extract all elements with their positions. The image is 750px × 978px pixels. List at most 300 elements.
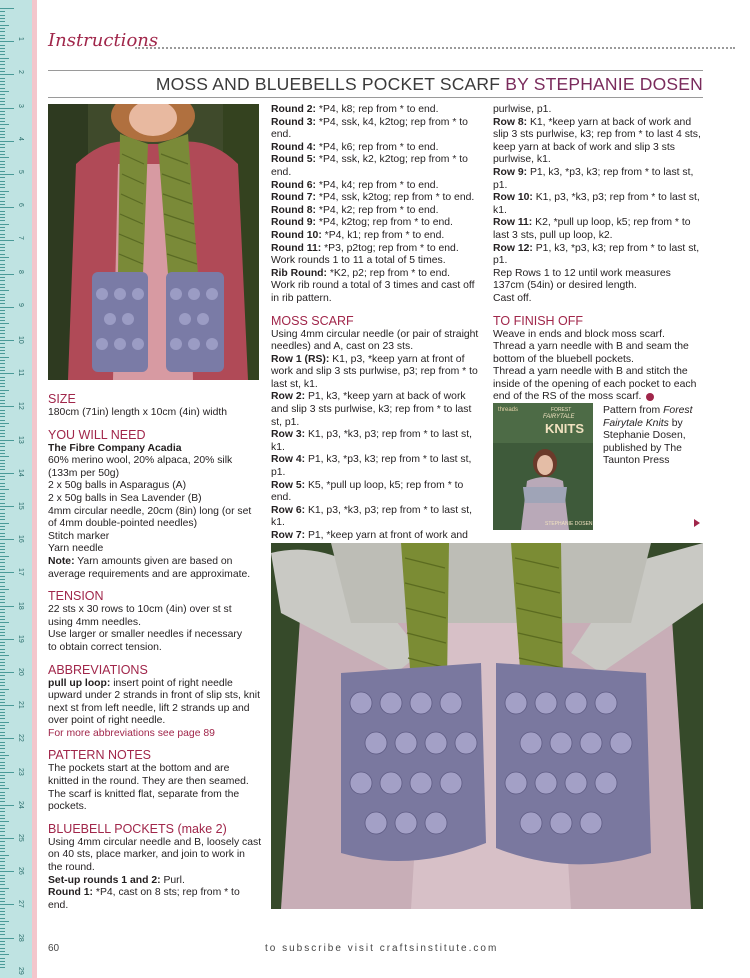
pocket-closeup-photo (271, 543, 703, 909)
title-bottom-rule (48, 97, 703, 98)
ruler-number: 28 (17, 933, 24, 942)
tension-line: Use larger or smaller needles if necessary (48, 629, 243, 641)
need-line: 2 x 50g balls in Sea Lavender (B) (48, 492, 202, 504)
row-label: Row 3: (271, 429, 306, 441)
tension-line: using 4mm needles. (48, 616, 141, 628)
ruler-tick (0, 519, 5, 520)
ruler-tick (0, 483, 5, 484)
ruler-tick (0, 619, 5, 620)
row-label: Row 1 (RS): (271, 353, 330, 365)
ruler-tick (0, 154, 5, 155)
ruler-tick (0, 881, 5, 882)
ruler-tick (0, 237, 5, 238)
ruler-tick (0, 31, 5, 32)
ruler-tick (0, 137, 5, 138)
ruler-tick (0, 300, 5, 301)
ruler-tick (0, 134, 5, 135)
row-line (271, 391, 483, 429)
left-text-column (48, 392, 262, 912)
ruler-tick (0, 579, 5, 580)
row-line (493, 243, 703, 268)
middle-text-column (271, 104, 483, 568)
ruler-tick (0, 855, 9, 856)
ruler-tick (0, 320, 5, 321)
ruler-tick (0, 805, 14, 806)
size-text: 180cm (71in) length x 10cm (4in) width (48, 407, 228, 418)
ruler-tick (0, 353, 5, 354)
finish-line: Thread a yarn needle with B and stitch the inside of the opening of each pocket to each end of the RS of the moss scarf. (493, 366, 697, 403)
row-label: Row 10: (493, 192, 533, 204)
ruler-tick (0, 101, 5, 102)
ruler-tick (0, 891, 5, 892)
ruler-tick (0, 98, 5, 99)
ruler-tick (0, 841, 5, 842)
ruler-tick (0, 440, 14, 441)
ruler-tick (0, 599, 5, 600)
ruler-tick (0, 254, 5, 255)
round-text: *P4, k1; rep from * to end. (321, 229, 445, 241)
ruler-tick (0, 901, 5, 902)
ruler-tick (0, 141, 14, 142)
book-title-mid: FAIRYTALE (543, 414, 575, 420)
ruler-tick (0, 174, 14, 175)
ruler-tick (0, 403, 5, 404)
round-1-text: *P4, cast on 8 sts; rep from * to end. (48, 887, 240, 911)
scarf-model-photo (48, 104, 259, 380)
setup-label: Set-up rounds 1 and 2: (48, 874, 161, 886)
ruler-tick (0, 679, 5, 680)
ruler-tick (0, 629, 5, 630)
ruler-tick (0, 390, 9, 391)
subscribe-footer: to subscribe visit craftsinstitute.com (265, 943, 499, 954)
round-text: *P4, ssk, k4, k2tog; rep from * to end. (271, 116, 468, 141)
ruler-number: 22 (17, 734, 24, 743)
ruler-tick (0, 197, 5, 198)
ruler-tick (0, 529, 5, 530)
ruler-tick (0, 250, 5, 251)
ruler-tick (0, 592, 5, 593)
ruler-tick (0, 938, 14, 939)
round-line (271, 243, 483, 256)
ruler-tick (0, 924, 5, 925)
round-line (271, 154, 483, 179)
ruler-tick (0, 446, 5, 447)
round-label: Round 3: (271, 116, 317, 128)
ruler-tick (0, 572, 14, 573)
ruler-tick (0, 64, 5, 65)
ruler-tick (0, 685, 5, 686)
ruler-tick (0, 712, 5, 713)
yarn-brand: The Fibre Company Acadia (48, 442, 182, 454)
ruler-tick (0, 878, 5, 879)
ruler-tick (0, 718, 5, 719)
ruler-number: 29 (17, 966, 24, 975)
ruler-tick (0, 177, 5, 178)
ruler-number: 2 (17, 70, 24, 75)
abbreviations-heading: ABBREVIATIONS (48, 662, 148, 677)
ruler-tick (0, 479, 5, 480)
ruler-tick (0, 742, 5, 743)
ruler-tick (0, 380, 5, 381)
row-label: Row 9: (493, 166, 528, 178)
ruler-tick (0, 951, 5, 952)
abbreviation-entry (48, 678, 262, 728)
ruler-tick (0, 752, 5, 753)
ruler-tick (0, 699, 5, 700)
ruler-tick (0, 645, 5, 646)
row-line (271, 429, 483, 454)
ruler-tick (0, 682, 5, 683)
ruler-tick (0, 436, 5, 437)
ruler-tick (0, 649, 5, 650)
ruler-tick (0, 675, 5, 676)
ruler-edge-strip (32, 0, 37, 978)
ruler-tick (0, 313, 5, 314)
ruler-tick (0, 692, 5, 693)
ruler-tick (0, 164, 5, 165)
round-line (271, 104, 483, 117)
ruler-tick (0, 948, 5, 949)
ruler-tick (0, 845, 5, 846)
ruler-tick (0, 184, 5, 185)
ruler-tick (0, 665, 5, 666)
moss-scarf-heading: MOSS SCARF (271, 313, 354, 328)
row-label: Row 5: (271, 479, 306, 491)
ruler-tick (0, 689, 9, 690)
title-main: MOSS AND BLUEBELLS POCKET SCARF (155, 74, 501, 94)
row-line (271, 505, 483, 530)
ruler-tick (0, 871, 14, 872)
ruler-tick (0, 775, 5, 776)
ruler-tick (0, 725, 5, 726)
ruler-tick (0, 207, 14, 208)
caption-prefix: Pattern from (603, 405, 664, 416)
row-text: K1, p3, *keep yarn at front of work and slip 3 sts purlwise, p3; rep from * to last st, k1. (271, 353, 478, 390)
ruler-tick (0, 569, 5, 570)
ruler-tick (0, 453, 5, 454)
ruler-tick (0, 622, 9, 623)
round-1 (48, 887, 262, 912)
ruler-tick (0, 161, 5, 162)
ruler-tick (0, 921, 9, 922)
round-label: Round 4: (271, 141, 317, 153)
ruler-tick (0, 68, 5, 69)
ruler-number: 13 (17, 435, 24, 444)
ruler-number: 6 (17, 203, 24, 208)
rib-text: *K2, p2; rep from * to end. (326, 267, 451, 279)
ruler-tick (0, 48, 5, 49)
round-text: *P4, k2tog; rep from * to end. (316, 217, 453, 229)
ruler-tick (0, 108, 14, 109)
note-label: Note: (48, 555, 75, 567)
ruler-tick (0, 821, 9, 822)
ruler-tick (0, 274, 14, 275)
ruler-tick (0, 473, 14, 474)
ruler-tick (0, 556, 9, 557)
ruler-tick (0, 516, 5, 517)
cast-off-text: Cast off. (493, 292, 532, 304)
ruler-tick (0, 884, 5, 885)
ruler-tick (0, 51, 5, 52)
ruler-tick (0, 118, 5, 119)
you-will-need-heading: YOU WILL NEED (48, 427, 146, 442)
caption-book-title: Forest Fairytale Knits (603, 405, 693, 429)
round-text: *P4, ssk, k2tog; rep from * to end. (316, 192, 475, 204)
ruler-tick (0, 267, 5, 268)
ruler-tick (0, 782, 5, 783)
ruler-tick (0, 310, 5, 311)
ruler-tick (0, 357, 9, 358)
abbr-text: insert point of right needle upward under 2 strands in front of slip sts, knit next st from left needle, lift 2 strands up and over point of right needle. (48, 677, 260, 727)
ruler-tick (0, 323, 9, 324)
tension-line: 22 sts x 30 rows to 10cm (4in) over st st (48, 604, 232, 616)
round-label: Round 11: (271, 242, 322, 254)
ruler-tick (0, 167, 5, 168)
ruler-tick (0, 78, 5, 79)
tension-line: to obtain correct tension. (48, 641, 162, 653)
ruler-tick (0, 303, 5, 304)
ruler-tick (0, 722, 9, 723)
row-text: K1, *keep yarn at back of work and slip 3 sts purlwise, k3; rep from * to last 4 sts, keep yarn at back of work and slip 3 sts purlwise, k1. (493, 116, 701, 166)
ruler-tick (0, 811, 5, 812)
ruler-tick (0, 171, 5, 172)
ruler-tick (0, 815, 5, 816)
ruler-number: 3 (17, 103, 24, 108)
ruler-tick (0, 795, 5, 796)
ruler-tick (0, 333, 5, 334)
ruler-tick (0, 124, 9, 125)
row-line (493, 192, 703, 217)
ruler-tick (0, 88, 5, 89)
ruler-tick (0, 785, 5, 786)
row-label: Row 7: (271, 530, 306, 541)
ruler-tick (0, 81, 5, 82)
row-label: Row 6: (271, 504, 306, 516)
need-line: Yarn needle (48, 543, 104, 555)
ruler-tick (0, 606, 14, 607)
rib-work-text: Work rib round a total of 3 times and cast off in rib pattern. (271, 280, 475, 304)
row-line (493, 167, 703, 192)
row-line (271, 454, 483, 479)
ruler-tick (0, 217, 5, 218)
pockets-text: Using 4mm circular needle and B, loosely cast on 40 sts, place marker, and join to work in the round. (48, 836, 262, 874)
ruler-tick (0, 131, 5, 132)
ruler-number: 27 (17, 900, 24, 909)
ruler-tick (0, 18, 5, 19)
ruler-tick (0, 865, 5, 866)
ruler-tick (0, 28, 5, 29)
ruler-tick (0, 546, 5, 547)
ruler-tick (0, 655, 9, 656)
ruler-tick (0, 220, 5, 221)
ruler-tick (0, 715, 5, 716)
round-label: Round 5: (271, 154, 317, 166)
ruler-tick (0, 244, 5, 245)
finish-line-last (493, 366, 703, 404)
section-header: Instructions (48, 30, 159, 51)
ruler-tick (0, 363, 5, 364)
ruler-tick (0, 383, 5, 384)
ruler-tick (0, 652, 5, 653)
ruler-tick (0, 21, 5, 22)
header-dotted-rule (135, 47, 735, 49)
ruler-tick (0, 596, 5, 597)
ruler-tick (0, 702, 5, 703)
ruler-number: 10 (17, 336, 24, 344)
caption-suffix: by Stephanie Dosen, published by The Taunton Press (603, 417, 686, 467)
pocket-closeup-illustration (271, 543, 703, 909)
row-line (271, 354, 483, 392)
ruler-tick (0, 84, 5, 85)
ruler-tick (0, 426, 5, 427)
round-text: *P4, k6; rep from * to end. (316, 141, 439, 153)
ruler-number: 17 (17, 568, 24, 577)
ruler-tick (0, 157, 9, 158)
ruler-tick (0, 559, 5, 560)
ruler-tick (0, 114, 5, 115)
to-finish-off-heading: TO FINISH OFF (493, 313, 584, 328)
ruler-tick (0, 635, 5, 636)
ruler-tick (0, 735, 5, 736)
ruler-number: 23 (17, 767, 24, 776)
moss-intro: Using 4mm circular needle (or pair of straight needles) and A, cast on 23 sts. (271, 328, 479, 353)
ruler-tick (0, 15, 5, 16)
ruler-tick (0, 400, 5, 401)
ruler-tick (0, 506, 14, 507)
ruler-tick (0, 257, 9, 258)
setup-rounds (48, 875, 262, 888)
ruler-tick (0, 144, 5, 145)
round-label: Round 6: (271, 179, 317, 191)
ruler-number: 11 (17, 369, 24, 377)
ruler-tick (0, 240, 14, 241)
need-line: Stitch marker (48, 530, 110, 542)
ruler-tick (0, 503, 5, 504)
ruler-tick (0, 307, 14, 308)
ruler-tick (0, 247, 5, 248)
finish-line: Weave in ends and block moss scarf. (493, 328, 665, 340)
abbr-label: pull up loop: (48, 677, 111, 689)
ruler-tick (0, 71, 5, 72)
ruler-number: 14 (17, 468, 24, 477)
ruler-number: 19 (17, 634, 24, 643)
ruler-tick (0, 768, 5, 769)
ruler-tick (0, 111, 5, 112)
rib-label: Rib Round: (271, 267, 327, 279)
book-caption (603, 405, 703, 468)
more-abbreviations-link[interactable]: For more abbreviations see page 89 (48, 727, 215, 739)
ruler-tick (0, 828, 5, 829)
ruler-tick (0, 875, 5, 876)
need-line: 2 x 50g balls in Asparagus (A) (48, 480, 187, 492)
ruler-tick (0, 848, 5, 849)
ruler-number: 5 (17, 170, 24, 174)
note-text: Yarn amounts given are based on average requirements and are approximate. (48, 555, 251, 580)
rib-round (271, 268, 483, 281)
need-line: 60% merino wool, 20% alpaca, 20% silk (48, 455, 233, 467)
ruler-tick (0, 536, 5, 537)
ruler-tick (0, 918, 5, 919)
ruler-tick (0, 868, 5, 869)
ruler-tick (0, 443, 5, 444)
ruler-tick (0, 410, 5, 411)
round-line (271, 192, 483, 205)
ruler-number: 12 (17, 402, 24, 411)
ruler-tick (0, 201, 5, 202)
ruler-tick (0, 745, 5, 746)
ruler-tick (0, 277, 5, 278)
measuring-ruler (0, 0, 33, 978)
ruler-tick (0, 851, 5, 852)
ruler-tick (0, 582, 5, 583)
ruler-tick (0, 147, 5, 148)
ruler-tick (0, 74, 14, 75)
ruler-number: 4 (17, 136, 24, 141)
round-line (271, 142, 483, 155)
ruler-tick (0, 194, 5, 195)
ruler-tick (0, 626, 5, 627)
continue-arrow-icon (694, 519, 700, 527)
ruler-tick (0, 523, 9, 524)
ruler-tick (0, 911, 5, 912)
ruler-tick (0, 94, 5, 95)
ruler-tick (0, 317, 5, 318)
ruler-tick (0, 898, 5, 899)
ruler-tick (0, 347, 5, 348)
scarf-model-illustration (48, 104, 259, 380)
ruler-tick (0, 377, 5, 378)
page-number: 60 (48, 943, 60, 954)
ruler-tick (0, 350, 5, 351)
pattern-notes-text: The pockets start at the bottom and are knitted in the round. They are then seamed. The scarf is knitted flat, separate from the pockets. (48, 763, 249, 813)
ruler-tick (0, 738, 14, 739)
ruler-tick (0, 772, 14, 773)
need-line: 4mm circular needle, 20cm (8in) long (or set (48, 505, 252, 517)
round-label: Round 8: (271, 204, 317, 216)
row-text: P1, k3, *p3, k3; rep from * to last st, p1. (493, 242, 700, 267)
ruler-tick (0, 931, 5, 932)
ruler-tick (0, 45, 5, 46)
row-text: K2, *pull up loop, k5; rep from * to last 3 sts, pull up loop, k2. (493, 217, 691, 241)
ruler-tick (0, 430, 5, 431)
ruler-tick (0, 11, 5, 12)
round-label: Round 10: (271, 229, 322, 241)
ruler-tick (0, 386, 5, 387)
ruler-tick (0, 297, 5, 298)
ruler-tick (0, 330, 5, 331)
ruler-tick (0, 260, 5, 261)
row-text: K1, p3, *k3, p3; rep from * to last st, k1. (271, 504, 472, 529)
ruler-tick (0, 908, 5, 909)
ruler-tick (0, 732, 5, 733)
round-1-label: Round 1: (48, 887, 94, 899)
ruler-number: 25 (17, 834, 24, 842)
ruler-number: 15 (17, 502, 24, 510)
ruler-tick (0, 58, 9, 59)
round-line (271, 217, 483, 230)
ruler-tick (0, 552, 5, 553)
ruler-tick (0, 914, 5, 915)
ruler-tick (0, 406, 14, 407)
ruler-tick (0, 904, 14, 905)
ruler-tick (0, 460, 5, 461)
ruler-tick (0, 413, 5, 414)
ruler-tick (0, 191, 9, 192)
pattern-notes-heading: PATTERN NOTES (48, 748, 152, 763)
book-author: STEPHANIE DOSEN (545, 521, 593, 527)
ruler-tick (0, 151, 5, 152)
ruler-tick (0, 672, 14, 673)
